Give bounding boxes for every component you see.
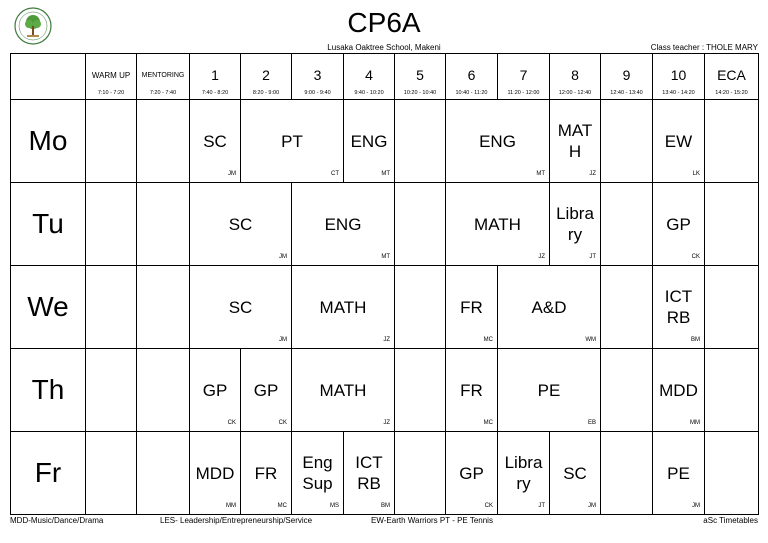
subject-name [653, 286, 704, 328]
subject-name [550, 120, 600, 162]
subject-line: MDD [195, 463, 235, 483]
lesson-cell [446, 432, 498, 515]
teacher-initials: MC [483, 420, 493, 426]
subject-line: ICT [664, 287, 693, 306]
empty-cell [395, 100, 446, 183]
subject-line: GP [666, 214, 691, 234]
subject-name [190, 297, 291, 318]
lesson-cell [446, 266, 498, 349]
empty-cell [395, 432, 446, 515]
period-header-cell [292, 54, 344, 100]
lesson-cell [190, 100, 241, 183]
lesson-cell [292, 349, 395, 432]
period-header-cell [241, 54, 292, 100]
period-header-cell [601, 54, 653, 100]
period-header-cell [344, 54, 395, 100]
empty-cell [705, 349, 759, 432]
teacher-initials: JZ [538, 254, 545, 260]
lesson-cell [241, 432, 292, 515]
period-header-cell [446, 54, 498, 100]
empty-cell [601, 432, 653, 515]
period-time: 7:10 - 7:20 [97, 90, 125, 96]
teacher-initials: BM [691, 337, 700, 343]
empty-cell [137, 100, 190, 183]
period-header-row [11, 54, 759, 100]
class-teacher: Class teacher : THOLE MARY [650, 43, 758, 52]
day-label: Th [11, 349, 86, 432]
lesson-cell [653, 432, 705, 515]
empty-cell [86, 100, 137, 183]
lesson-cell [190, 349, 241, 432]
day-row [11, 349, 759, 432]
period-label: 2 [262, 67, 270, 83]
period-time: 13:40 - 14:20 [662, 90, 695, 96]
period-time: 10:40 - 11:20 [455, 90, 488, 96]
subject-line: Libra [504, 453, 543, 472]
teacher-initials: MC [483, 337, 493, 343]
subject-line: MATH [319, 297, 367, 317]
subject-line: ENG [324, 214, 362, 234]
period-time: 10:20 - 10:40 [403, 90, 437, 96]
empty-cell [705, 100, 759, 183]
teacher-initials: JM [279, 337, 287, 343]
period-label: WARM UP [91, 71, 131, 80]
lesson-cell [344, 432, 395, 515]
day-row [11, 266, 759, 349]
lesson-cell [446, 183, 550, 266]
lesson-cell [292, 432, 344, 515]
period-header-cell [550, 54, 601, 100]
period-header-cell [190, 54, 241, 100]
subject-line: MATH [319, 380, 367, 400]
teacher-initials: JZ [383, 420, 390, 426]
period-label: ECA [717, 67, 746, 83]
subject-line: SC [563, 463, 587, 483]
empty-cell [137, 349, 190, 432]
teacher-initials: MS [330, 503, 339, 509]
subject-line: GP [459, 463, 484, 483]
teacher-initials: CK [484, 503, 493, 509]
corner-cell [11, 54, 86, 100]
lesson-cell [190, 266, 292, 349]
subject-name [446, 297, 497, 318]
lesson-cell [550, 432, 601, 515]
subject-name [190, 463, 240, 484]
day-row [11, 100, 759, 183]
teacher-initials: MM [226, 503, 236, 509]
empty-cell [395, 183, 446, 266]
lesson-cell [241, 349, 292, 432]
period-time: 12:00 - 12:40 [558, 90, 592, 96]
subject-name [292, 297, 394, 318]
period-label: 9 [622, 67, 631, 83]
empty-cell [137, 266, 190, 349]
lesson-cell [292, 183, 395, 266]
subject-line: FR [460, 297, 483, 317]
period-time: 8:20 - 9:00 [252, 90, 280, 96]
subject-line: PT [281, 131, 303, 151]
teacher-initials: JM [588, 503, 596, 509]
teacher-initials: BM [381, 503, 390, 509]
period-time: 7:40 - 8:20 [201, 90, 229, 96]
subject-line: EW [664, 131, 693, 151]
lesson-cell [190, 183, 292, 266]
empty-cell [601, 349, 653, 432]
day-row [11, 432, 759, 515]
subject-line: GP [253, 380, 279, 400]
subject-line: ry [516, 474, 531, 493]
teacher-initials: JT [589, 254, 596, 260]
period-label: MENTORING [141, 72, 185, 79]
lesson-cell [653, 349, 705, 432]
empty-cell [86, 349, 137, 432]
subject-line: ENG [350, 131, 388, 151]
period-time: 11:20 - 12:00 [507, 90, 540, 96]
school-name: Lusaka Oaktree School, Makeni [327, 43, 441, 52]
subject-name [550, 203, 600, 245]
subject-name [653, 463, 704, 484]
period-header-cell [395, 54, 446, 100]
lesson-cell [190, 432, 241, 515]
teacher-initials: JM [228, 171, 236, 177]
empty-cell [705, 432, 759, 515]
empty-cell [601, 266, 653, 349]
empty-cell [86, 432, 137, 515]
period-header-cell [137, 54, 190, 100]
subject-line: Eng [302, 453, 333, 472]
subject-name [241, 463, 291, 484]
subject-name [292, 452, 343, 494]
subject-name [653, 380, 704, 401]
subject-line: SC [228, 214, 253, 234]
period-header-cell [86, 54, 137, 100]
lesson-cell [653, 183, 705, 266]
teacher-initials: JT [538, 503, 545, 509]
teacher-initials: JZ [589, 171, 596, 177]
legend-ew-pt: EW-Earth Warriors PT - PE Tennis [371, 516, 493, 525]
subject-line: FR [254, 463, 278, 483]
subject-name [241, 131, 343, 152]
timetable [10, 53, 759, 515]
teacher-initials: EB [587, 420, 596, 426]
period-label: 1 [211, 67, 219, 83]
period-time: 12:40 - 13:40 [610, 90, 643, 96]
empty-cell [395, 266, 446, 349]
subject-name [292, 214, 394, 235]
subject-line: A&D [531, 297, 567, 317]
lesson-cell [498, 432, 550, 515]
lesson-cell [292, 266, 395, 349]
teacher-initials: JZ [383, 337, 390, 343]
subject-name [446, 380, 497, 401]
period-time: 14:20 - 15:20 [715, 90, 748, 96]
empty-cell [601, 183, 653, 266]
period-label: 5 [416, 67, 424, 83]
teacher-initials: CK [227, 420, 236, 426]
day-label: Fr [11, 432, 86, 515]
lesson-cell [498, 266, 601, 349]
lesson-cell [344, 100, 395, 183]
teacher-initials: CK [691, 254, 700, 260]
subject-line: MAT [557, 121, 593, 140]
subject-name [653, 131, 704, 152]
teacher-initials: MT [381, 171, 390, 177]
subject-name [498, 380, 600, 401]
lesson-cell [498, 349, 601, 432]
lesson-cell [550, 183, 601, 266]
period-header-cell [498, 54, 550, 100]
subject-name [241, 380, 291, 401]
empty-cell [137, 432, 190, 515]
subject-name [498, 452, 549, 494]
period-header-cell [705, 54, 759, 100]
period-label: 7 [519, 67, 528, 83]
teacher-initials: MM [690, 420, 700, 426]
subject-line: RB [666, 308, 691, 327]
empty-cell [705, 183, 759, 266]
subject-name [190, 380, 240, 401]
period-label: 3 [313, 67, 322, 83]
teacher-initials: CK [278, 420, 287, 426]
subject-name [446, 214, 549, 235]
subject-name [344, 131, 394, 152]
day-label: We [11, 266, 86, 349]
day-label: Tu [11, 183, 86, 266]
empty-cell [86, 266, 137, 349]
legend-mdd: MDD-Music/Dance/Drama [10, 516, 104, 525]
period-label: 10 [670, 67, 687, 83]
subject-line: FR [460, 380, 483, 400]
subject-line: MATH [474, 214, 521, 234]
teacher-initials: WM [585, 337, 596, 343]
day-row [11, 183, 759, 266]
legend-les: LES- Leadership/Entrepreneurship/Service [160, 516, 313, 525]
lesson-cell [446, 100, 550, 183]
empty-cell [86, 183, 137, 266]
subject-line: PE [537, 380, 561, 400]
subject-line: SC [203, 131, 227, 151]
period-time: 7:20 - 7:40 [149, 90, 177, 96]
subject-line: ICT [355, 453, 383, 472]
teacher-initials: LK [692, 171, 700, 177]
subject-line: ry [567, 225, 583, 244]
lesson-cell [241, 100, 344, 183]
period-label: 4 [365, 67, 373, 83]
subject-name [550, 463, 600, 484]
subject-name [190, 131, 240, 152]
subject-line: MDD [659, 380, 698, 400]
subject-line: H [568, 142, 582, 161]
teacher-initials: MC [277, 503, 287, 509]
subject-line: RB [357, 474, 381, 493]
period-time: 9:40 - 10:20 [354, 90, 384, 96]
subject-name [292, 380, 394, 401]
lesson-cell [446, 349, 498, 432]
lesson-cell [550, 100, 601, 183]
teacher-initials: JM [279, 254, 287, 260]
period-header-cell [653, 54, 705, 100]
timetable-credit: aSc Timetables [703, 516, 758, 525]
teacher-initials: CT [331, 171, 339, 177]
subject-name [446, 131, 549, 152]
empty-cell [395, 349, 446, 432]
subject-line: Libra [556, 204, 594, 223]
subject-name [190, 214, 291, 235]
empty-cell [137, 183, 190, 266]
lesson-cell [653, 100, 705, 183]
subject-name [653, 214, 704, 235]
period-label: 8 [571, 67, 579, 83]
period-time: 9:00 - 9:40 [304, 90, 331, 96]
subject-name [446, 463, 497, 484]
subject-name [498, 297, 600, 318]
day-label: Mo [11, 100, 86, 183]
subject-line: PE [667, 463, 690, 483]
lesson-cell [653, 266, 705, 349]
subject-line: GP [202, 380, 228, 400]
teacher-initials: JM [692, 503, 700, 509]
page-title: CP6A [347, 7, 421, 38]
period-label: 6 [467, 67, 476, 83]
subject-line: ENG [479, 131, 516, 151]
subject-line: SC [228, 297, 253, 317]
teacher-initials: MT [536, 171, 545, 177]
subject-line: Sup [302, 474, 333, 493]
empty-cell [601, 100, 653, 183]
empty-cell [705, 266, 759, 349]
subject-name [344, 452, 394, 494]
teacher-initials: MT [381, 254, 390, 260]
